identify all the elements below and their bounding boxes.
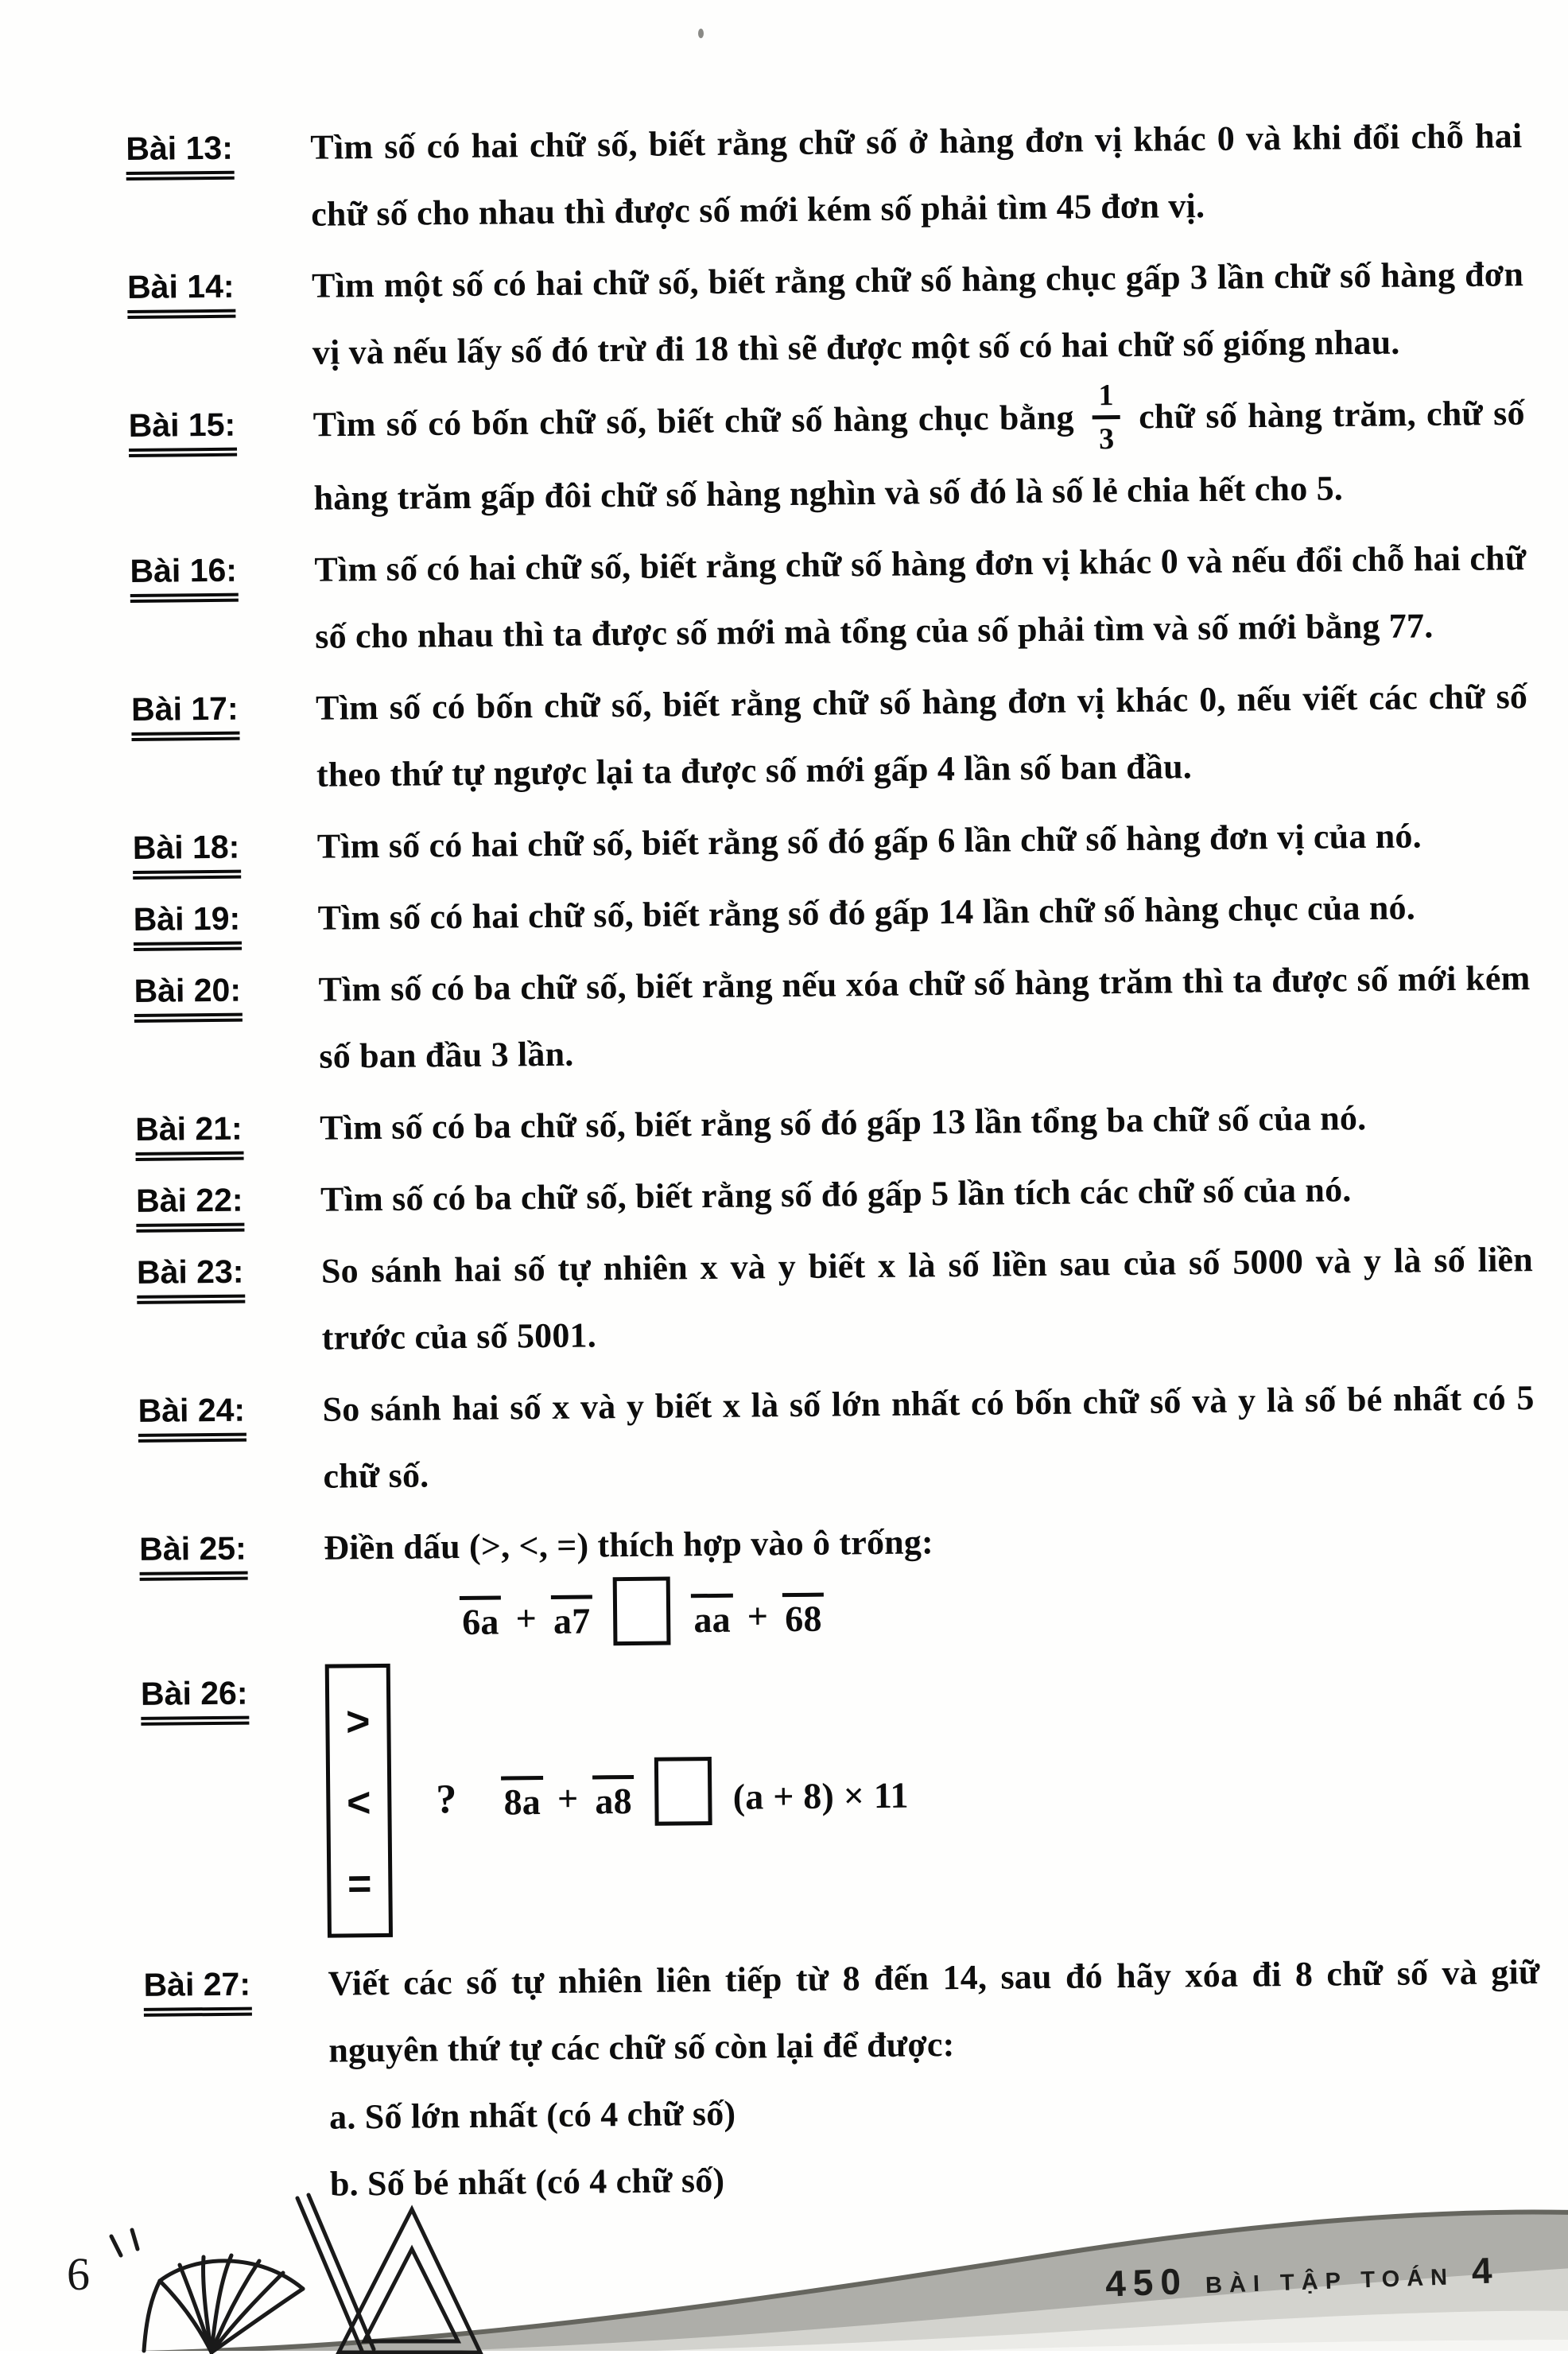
exercise-number: Bài 27:	[143, 1966, 252, 2017]
exercise-number: Bài 25:	[139, 1530, 248, 1581]
comparison-signs-box	[325, 1664, 393, 1938]
exercise-item-24	[138, 1365, 1535, 1512]
exercise-number: Bài 21:	[135, 1110, 244, 1161]
exercise-label	[133, 885, 318, 951]
exercise-item-14	[127, 241, 1525, 388]
exercise-text: Tìm số có ba chữ số, biết rằng số đó gấp 5 lần tích các chữ số của nó.	[320, 1170, 1352, 1219]
exercise-text	[324, 1503, 1537, 1655]
exercise-item-18	[132, 802, 1529, 882]
exercise-text: Tìm số có hai chữ số, biết rằng chữ số hàng đơn vị khác 0 và nếu đổi chỗ hai chữ số cho nhau thì ta được số mới mà tổng của số phải tìm và số mới bằng 77.	[314, 538, 1527, 656]
exercise-item-20	[134, 945, 1531, 1092]
plus-sign: +	[557, 1777, 579, 1819]
exercise-label	[136, 1167, 321, 1233]
exercise-label	[143, 1951, 328, 2017]
exercise-number: Bài 15:	[129, 406, 238, 457]
plus-sign: +	[747, 1595, 769, 1637]
text-after-fraction: chữ số hàng trăm, chữ số hàng trăm gấp đôi chữ số hàng nghìn và số đó là số lẻ chia hết cho 5.	[313, 393, 1525, 518]
exercise-text: So sánh hai số tự nhiên x và y biết x là số liền sau của số 5000 và y là số liền trước của số 5001.	[320, 1240, 1534, 1358]
exercise-label	[139, 1515, 324, 1581]
comparison-expression	[501, 1762, 909, 1834]
exercise-item-19	[133, 873, 1530, 954]
answer-box	[613, 1577, 671, 1646]
exercise-label	[131, 675, 316, 741]
exercise-text: Tìm số có hai chữ số, biết rằng số đó gấp 6 lần chữ số hàng đơn vị của nó.	[316, 816, 1422, 866]
exercise-item-22	[136, 1155, 1533, 1235]
exercise-label	[126, 115, 311, 181]
sub-item-a: a. Số lớn nhất (có 4 chữ số)	[328, 2093, 736, 2137]
exercise-text: Tìm số có ba chữ số, biết rằng nếu xóa chữ số hàng trăm thì ta được số mới kém số ban đầu 3 lần.	[318, 958, 1531, 1076]
exercise-label	[132, 814, 317, 880]
exercise-text: Tìm số có hai chữ số, biết rằng chữ số ở hàng đơn vị khác 0 và khi đổi chỗ hai chữ số cho nhau thì được số mới kém số phải tìm 45 đơn vị.	[310, 116, 1523, 234]
exercise-label	[128, 391, 313, 457]
exercise-number: Bài 14:	[127, 268, 236, 319]
exercise-label	[134, 957, 319, 1023]
exercise-item-23	[137, 1226, 1535, 1373]
greater-than-sign: >	[345, 1699, 371, 1746]
fraction-denominator: 3	[1093, 415, 1121, 454]
exercise-number: Bài 24:	[138, 1392, 246, 1443]
exercise-label	[135, 1095, 320, 1161]
exercise-label	[141, 1660, 326, 1726]
exercise-number: Bài 13:	[126, 130, 235, 181]
exercise-number: Bài 26:	[141, 1675, 250, 1726]
exercise-label	[127, 253, 312, 319]
overline-term: 68	[782, 1592, 825, 1639]
exercise-text: So sánh hai số x và y biết x là số lớn nhất có bốn chữ số và y là số bé nhất có 5 chữ số.	[322, 1378, 1535, 1496]
question-mark: ?	[436, 1777, 457, 1823]
exercise-item-13	[126, 103, 1523, 250]
exercise-instruction: Điền dấu (>, <, =) thích hợp vào ô trống:	[324, 1522, 934, 1567]
exercise-number: Bài 20:	[134, 972, 243, 1023]
exercise-text: Tìm số có ba chữ số, biết rằng số đó gấp 13 lần tổng ba chữ số của nó.	[319, 1098, 1367, 1148]
ink-speck	[698, 29, 704, 38]
exercise-number: Bài 23:	[137, 1253, 246, 1304]
fraction-one-third	[1092, 380, 1120, 454]
exercise-item-26	[141, 1648, 1539, 1948]
exercise-number: Bài 22:	[136, 1182, 245, 1233]
exercise-label	[137, 1238, 322, 1304]
exercise-list	[126, 103, 1542, 2224]
exercise-item-21	[135, 1083, 1532, 1163]
exercise-text: Tìm số có bốn chữ số, biết rằng chữ số hàng đơn vị khác 0, nếu viết các chữ số theo thứ tự ngược lại ta được số mới gấp 4 lần số ban đầu.	[315, 677, 1528, 794]
exercise-text: Tìm một số có hai chữ số, biết rằng chữ số hàng chục gấp 3 lần chữ số hàng đơn vị và nếu lấy số đó trừ đi 18 thì sẽ được một số có hai chữ số giống nhau.	[311, 254, 1524, 372]
overline-term: aa	[691, 1593, 733, 1640]
exercise-content	[325, 1648, 1539, 1946]
exercise-item-16	[130, 525, 1527, 672]
exercise-number: Bài 18:	[133, 829, 242, 880]
exercise-text: Tìm số có hai chữ số, biết rằng số đó gấp 14 lần chữ số hàng chục của nó.	[317, 888, 1416, 938]
overline-term: a7	[551, 1595, 593, 1641]
text-before-fraction: Tìm số có bốn chữ số, biết chữ số hàng chục bằng	[312, 398, 1085, 445]
footer-series-count: 450	[1104, 2260, 1190, 2305]
exercise-text	[312, 379, 1526, 532]
expression-tail: (a + 8) × 11	[732, 1774, 909, 1817]
exercise-item-17	[131, 663, 1529, 810]
exercise-number: Bài 19:	[133, 900, 242, 951]
sub-item-b: b. Số bé nhất (có 4 chữ số)	[329, 2160, 725, 2204]
footer-grade: 4	[1471, 2249, 1500, 2292]
plus-sign: +	[515, 1598, 538, 1639]
less-than-sign: <	[346, 1780, 371, 1827]
overline-term: 8a	[501, 1776, 543, 1823]
page-number: 6	[67, 2248, 90, 2300]
answer-box	[654, 1757, 712, 1826]
exercise-number: Bài 17:	[131, 690, 240, 741]
exercise-item-25	[139, 1503, 1537, 1657]
exercise-item-15	[128, 379, 1526, 534]
footer-series-name: BÀI TẬP TOÁN	[1205, 2264, 1456, 2299]
overline-term: 6a	[460, 1595, 502, 1642]
book-and-setsquare-sketch	[100, 2185, 514, 2354]
fraction-numerator: 1	[1098, 379, 1114, 413]
exercise-label	[138, 1377, 323, 1443]
exercise-number: Bài 16:	[130, 552, 239, 603]
comparison-expression	[460, 1575, 1537, 1653]
exercise-instruction: Viết các số tự nhiên liên tiếp từ 8 đến 14, sau đó hãy xóa đi 8 chữ số và giữ nguyên thứ tự các chữ số còn lại để được:	[328, 1952, 1540, 2070]
exercise-label	[130, 537, 315, 603]
overline-term: a8	[592, 1775, 635, 1822]
equals-sign: =	[347, 1861, 372, 1908]
